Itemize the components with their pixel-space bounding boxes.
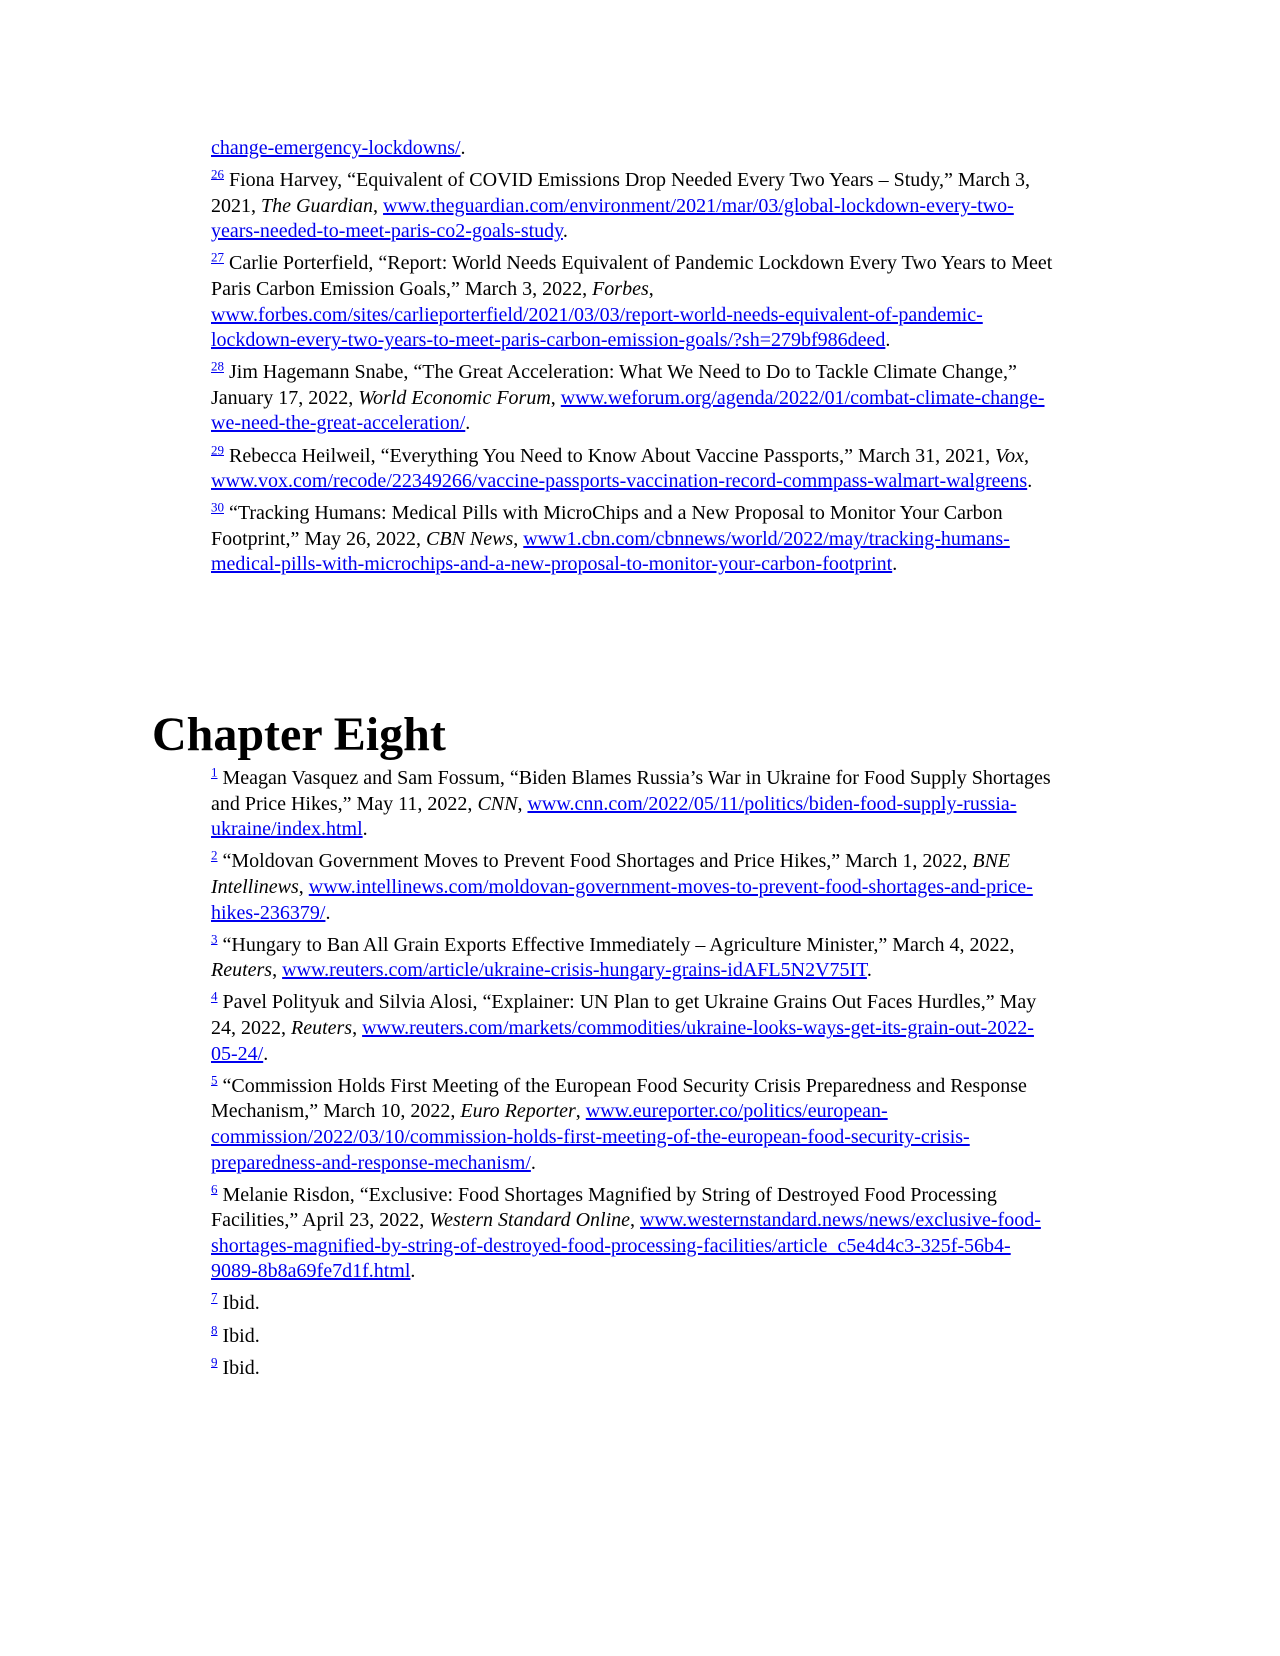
- url-link[interactable]: www.weforum.org/agenda/2022/01/combat-climate-change-we-need-the-great-acceleration/: [211, 386, 1045, 435]
- footnote-number-link[interactable]: 6: [211, 1180, 218, 1196]
- note-text: ,: [272, 959, 283, 982]
- footnote-number-link[interactable]: 9: [211, 1354, 218, 1369]
- footnote-number-link[interactable]: 8: [211, 1321, 218, 1337]
- source-name: Western Standard Online: [429, 1209, 631, 1232]
- note-text: .: [460, 137, 466, 159]
- chapter-eight-endnotes-section: [211, 766, 1057, 1381]
- note-text: Melanie Risdon, “Exclusive: Food Shortages Magnified by String of Destroyed Food Processing Facilities,” April 23, 2022,: [211, 1183, 997, 1232]
- endnote: [211, 501, 1057, 578]
- endnote: [211, 441, 1057, 495]
- note-text: Ibid.: [217, 1356, 260, 1379]
- source-name: Euro Reporter: [460, 1100, 576, 1123]
- note-text: ,: [298, 876, 309, 899]
- note-text: ,: [575, 1100, 586, 1123]
- note-text: ,: [517, 792, 528, 815]
- note-text: Ibid.: [217, 1324, 260, 1347]
- source-name: BNE Intellinews: [211, 850, 1011, 899]
- note-text: .: [562, 220, 568, 243]
- note-text: .: [362, 818, 368, 841]
- footnote-number-link[interactable]: 27: [211, 249, 224, 265]
- endnote: [211, 766, 1057, 843]
- url-link[interactable]: www.intellinews.com/moldovan-government-moves-to-prevent-food-shortages-and-price-hikes-236379/: [211, 876, 1033, 924]
- note-text: .: [410, 1260, 416, 1283]
- source-name: Reuters: [211, 959, 273, 982]
- note-text: Ibid.: [217, 1292, 260, 1315]
- endnote: [211, 168, 1057, 245]
- footnote-number-link[interactable]: 28: [211, 358, 224, 374]
- url-link[interactable]: www.cnn.com/2022/05/11/politics/biden-food-supply-russia-ukraine/index.html: [211, 792, 1017, 841]
- footnote-number-link[interactable]: 4: [211, 988, 218, 1004]
- endnote: [211, 360, 1057, 437]
- note-text: Meagan Vasquez and Sam Fossum, “Biden Blames Russia’s War in Ukraine for Food Supply Shortages and Price Hikes,” May 11, 2022,: [211, 767, 1051, 815]
- footnote-number-link[interactable]: 5: [211, 1072, 218, 1088]
- note-text: .: [892, 553, 898, 576]
- endnote: [211, 990, 1057, 1067]
- note-text: .: [1027, 470, 1033, 493]
- footnote-number-link[interactable]: 7: [211, 1289, 218, 1305]
- endnotes-continued-section: [211, 136, 1057, 578]
- endnote: [211, 933, 1057, 984]
- url-link[interactable]: www.theguardian.com/environment/2021/mar/03/global-lockdown-every-two-years-needed-to-meet-paris-co2-goals-study: [211, 194, 1014, 243]
- endnote: [211, 1180, 1057, 1285]
- note-text: “Commission Holds First Meeting of the European Food Security Crisis Preparedness and Response Mechanism,” March 10, 2022,: [211, 1074, 1027, 1123]
- note-text: ,: [1024, 444, 1030, 467]
- footnote-number-link[interactable]: 26: [211, 166, 224, 182]
- url-link[interactable]: change-emergency-lockdowns/: [211, 137, 461, 159]
- endnote: [211, 1074, 1057, 1176]
- url-link[interactable]: www.eureporter.co/politics/european-commission/2022/03/10/commission-holds-first-meeting-of-the-european-food-security-crisis-preparedness-and-response-mechanism/: [211, 1100, 970, 1174]
- note-text: ,: [373, 194, 384, 217]
- source-name: Forbes: [592, 277, 649, 300]
- note-text: ,: [513, 527, 524, 550]
- source-name: Vox: [995, 444, 1025, 467]
- footnote-number-link[interactable]: 30: [211, 499, 224, 515]
- chapter-heading: Chapter Eight: [152, 708, 446, 761]
- note-text: “Tracking Humans: Medical Pills with MicroChips and a New Proposal to Monitor Your Carbon Footprint,” May 26, 2022,: [211, 502, 1003, 550]
- endnote: [211, 1356, 1057, 1382]
- note-text: “Moldovan Government Moves to Prevent Food Shortages and Price Hikes,” March 1, 2022,: [217, 850, 973, 873]
- endnote: [211, 136, 1057, 162]
- note-text: Carlie Porterfield, “Report: World Needs Equivalent of Pandemic Lockdown Every Two Years to Meet Paris Carbon Emission Goals,” March 3, 2022,: [211, 252, 1053, 300]
- source-name: The Guardian: [261, 194, 374, 217]
- source-name: CNN: [477, 792, 518, 815]
- footnote-number-link[interactable]: 29: [211, 441, 224, 457]
- url-link[interactable]: www.reuters.com/markets/commodities/ukraine-looks-ways-get-its-grain-out-2022-05-24/: [211, 1017, 1034, 1065]
- note-text: .: [866, 959, 872, 982]
- note-text: Fiona Harvey, “Equivalent of COVID Emissions Drop Needed Every Two Years – Study,” March 3, 2021,: [211, 169, 1031, 217]
- url-link[interactable]: www.westernstandard.news/news/exclusive-food-shortages-magnified-by-string-of-destroyed-food-processing-facilities/article_c5e4d4c3-325f-56b4-9089-8b8a69fe7d1f.html: [211, 1209, 1041, 1283]
- endnote: [211, 1291, 1057, 1317]
- footnote-number-link[interactable]: 3: [211, 931, 218, 947]
- endnote: [211, 849, 1057, 926]
- source-name: Reuters: [291, 1017, 353, 1040]
- endnote: [211, 1321, 1057, 1350]
- note-text: Rebecca Heilweil, “Everything You Need to Know About Vaccine Passports,” March 31, 2021,: [224, 444, 996, 467]
- url-link[interactable]: www1.cbn.com/cbnnews/world/2022/may/tracking-humans-medical-pills-with-microchips-and-a-new-proposal-to-monitor-your-carbon-footprint: [211, 527, 1010, 576]
- source-name: World Economic Forum: [358, 386, 551, 409]
- source-name: CBN News: [426, 527, 514, 550]
- url-link[interactable]: www.reuters.com/article/ukraine-crisis-hungary-grains-idAFL5N2V75IT: [282, 959, 867, 982]
- note-text: .: [530, 1151, 536, 1174]
- footnote-number-link[interactable]: 1: [211, 764, 218, 780]
- note-text: .: [263, 1042, 269, 1065]
- note-text: .: [885, 329, 891, 352]
- note-text: .: [325, 901, 331, 924]
- note-text: ,: [630, 1209, 641, 1232]
- note-text: Jim Hagemann Snabe, “The Great Acceleration: What We Need to Do to Tackle Climate Change,” January 17, 2022,: [211, 361, 1017, 409]
- note-text: Pavel Polityuk and Silvia Alosi, “Explainer: UN Plan to get Ukraine Grains Out Faces Hurdles,” May 24, 2022,: [211, 991, 1037, 1040]
- note-text: .: [465, 412, 471, 435]
- endnote: [211, 251, 1057, 353]
- url-link[interactable]: www.vox.com/recode/22349266/vaccine-passports-vaccination-record-commpass-walmart-walgreens: [211, 470, 1028, 493]
- note-text: ,: [550, 386, 561, 409]
- footnote-number-link[interactable]: 2: [211, 847, 218, 863]
- note-text: ,: [648, 277, 654, 300]
- note-text: ,: [352, 1017, 363, 1040]
- note-text: “Hungary to Ban All Grain Exports Effective Immediately – Agriculture Minister,” March 4, 2022,: [217, 933, 1015, 956]
- url-link[interactable]: www.forbes.com/sites/carlieporterfield/2021/03/03/report-world-needs-equivalent-of-pandemic-lockdown-every-two-years-to-meet-paris-carbon-emission-goals/?sh=279bf986deed: [211, 303, 983, 352]
